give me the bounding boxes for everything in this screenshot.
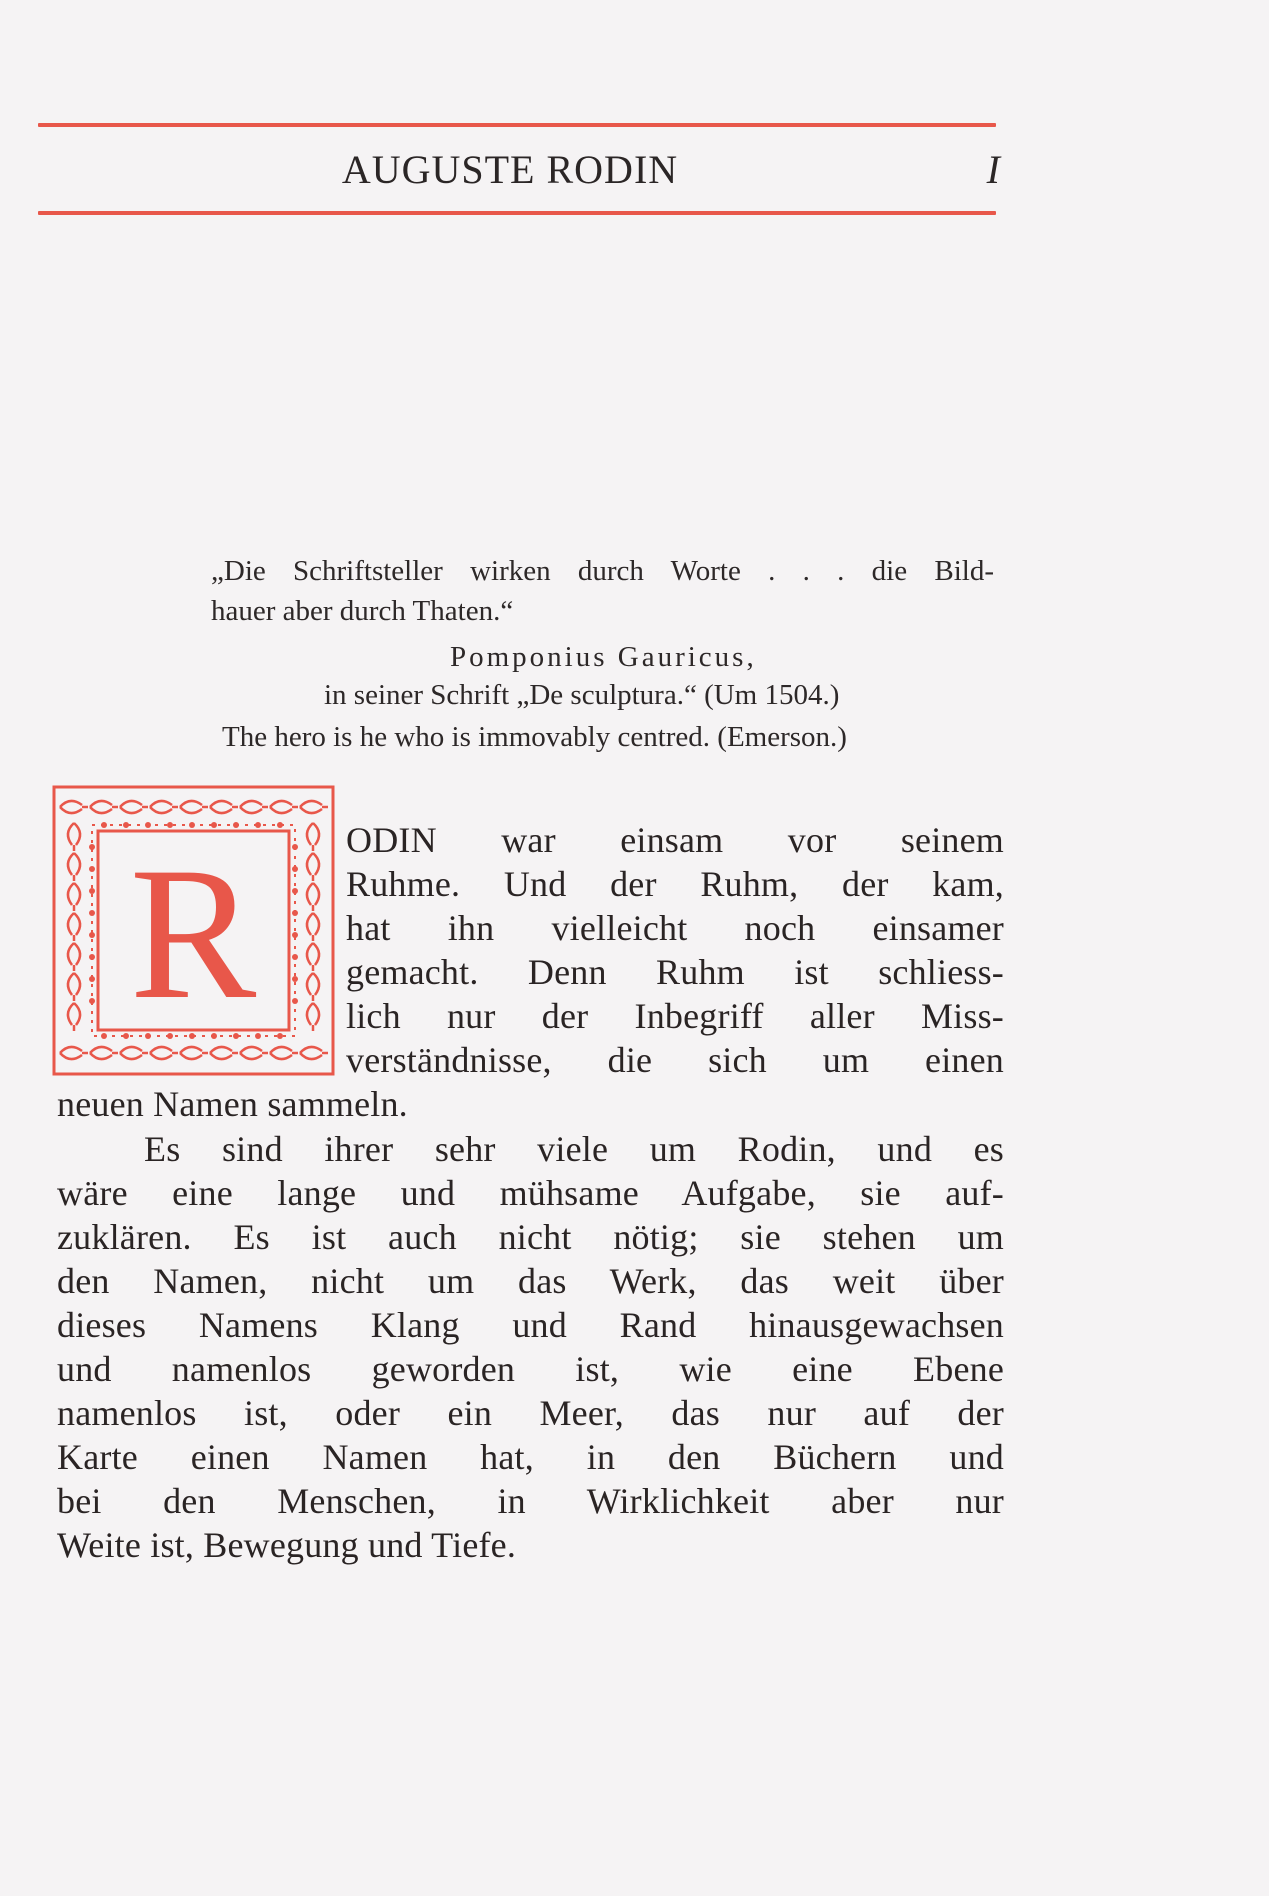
ornament-leaf [307,943,319,971]
ornament-leaf [68,853,80,881]
page-number: I [986,147,1000,192]
ornament-leaf [210,801,238,813]
ornament-dot [233,822,239,828]
ornament-leaf [300,1047,328,1059]
body-line-4: gemacht. Denn Ruhm ist schliess- [346,952,1004,992]
ornament-dot [167,822,173,828]
epigraph-quote-line-1: „Die Schriftsteller wirken durch Worte . . . die Bild- [211,555,994,587]
ornament-leaf [68,973,80,1001]
ornament-leaf [60,1047,88,1059]
body-para2-line-6: und namenlos geworden ist, wie eine Ebene [57,1349,1004,1389]
ornament-dot [292,954,298,960]
ornament-dot [277,822,283,828]
header-rule-bottom [38,211,996,215]
ornament-leaf [300,801,328,813]
body-line-7: neuen Namen sammeln. [57,1084,408,1124]
ornament-leaf [307,1003,319,1031]
drop-cap-letter: R [129,829,257,1039]
ornament-leaf [90,801,118,813]
body-line-3: hat ihn vielleicht noch einsamer [346,908,1004,948]
ornament-leaf [240,1047,268,1059]
ornament-dot [292,866,298,872]
ornament-dot [89,954,95,960]
ornament-leaf [270,1047,298,1059]
ornament-leaf [180,801,208,813]
ornament-leaf [307,973,319,1001]
ornament-dot [89,932,95,938]
body-line-2: Ruhme. Und der Ruhm, der kam, [346,864,1004,904]
body-para2-line-7: namenlos ist, oder ein Meer, das nur auf der [57,1393,1004,1433]
epigraph-quote-line-2: hauer aber durch Thaten.“ [211,595,514,627]
ornament-leaf [307,913,319,941]
ornament-dot [211,822,217,828]
ornament-leaf [270,801,298,813]
ornament-leaf [68,1003,80,1031]
epigraph-source: in seiner Schrift „De sculptura.“ (Um 1504.) [324,679,840,711]
drop-cap-ornament [52,785,335,1076]
ornament-dot [123,1033,129,1039]
running-title: AUGUSTE RODIN [341,147,679,192]
ornament-dot [292,844,298,850]
ornament-dot [89,866,95,872]
body-para2-line-3: zuklären. Es ist auch nicht nötig; sie stehen um [57,1217,1004,1257]
ornament-dot [255,822,261,828]
ornament-dot [89,910,95,916]
ornament-leaf [240,801,268,813]
ornament-dot [145,822,151,828]
ornament-dot [292,976,298,982]
ornament-dot [89,998,95,1004]
header-rule-top [38,123,996,127]
ornament-leaf [60,801,88,813]
body-para2-line-2: wäre eine lange und mühsame Aufgabe, sie auf- [57,1173,1004,1213]
body-para2-line-1: Es sind ihrer sehr viele um Rodin, und es [144,1129,1004,1169]
ornament-dot [292,888,298,894]
ornament-leaf [68,883,80,911]
body-para2-line-5: dieses Namens Klang und Rand hinausgewachsen [57,1305,1004,1345]
ornament-dot [292,998,298,1004]
ornament-dot [89,976,95,982]
ornament-dot [101,822,107,828]
ornament-leaf [210,1047,238,1059]
ornament-dot [189,822,195,828]
ornament-dot [89,888,95,894]
ornament-dot [277,1033,283,1039]
body-line-1: ODIN war einsam vor seinem [346,820,1004,860]
body-para2-line-9: bei den Menschen, in Wirklichkeit aber nur [57,1481,1004,1521]
ornament-leaf [68,823,80,851]
ornament-dot [292,910,298,916]
ornament-leaf [307,823,319,851]
ornament-leaf [307,853,319,881]
body-para2-line-10: Weite ist, Bewegung und Tiefe. [57,1525,517,1565]
ornament-dot [101,1033,107,1039]
body-para2-line-4: den Namen, nicht um das Werk, das weit über [57,1261,1004,1301]
ornament-leaf [68,913,80,941]
ornament-leaf [68,943,80,971]
ornament-leaf [120,801,148,813]
body-line-6: verständnisse, die sich um einen [346,1040,1004,1080]
ornament-leaf [90,1047,118,1059]
epigraph-emerson: The hero is he who is immovably centred. (Emerson.) [222,721,847,753]
ornament-leaf [150,1047,178,1059]
ornament-dot [89,844,95,850]
ornament-leaf [180,1047,208,1059]
ornament-leaf [120,1047,148,1059]
body-line-5: lich nur der Inbegriff aller Miss- [346,996,1004,1036]
ornament-leaf [150,801,178,813]
body-para2-line-8: Karte einen Namen hat, in den Büchern und [57,1437,1004,1477]
ornament-dot [123,822,129,828]
epigraph-author: Pomponius Gauricus, [450,641,757,673]
ornament-leaf [307,883,319,911]
ornament-dot [292,932,298,938]
